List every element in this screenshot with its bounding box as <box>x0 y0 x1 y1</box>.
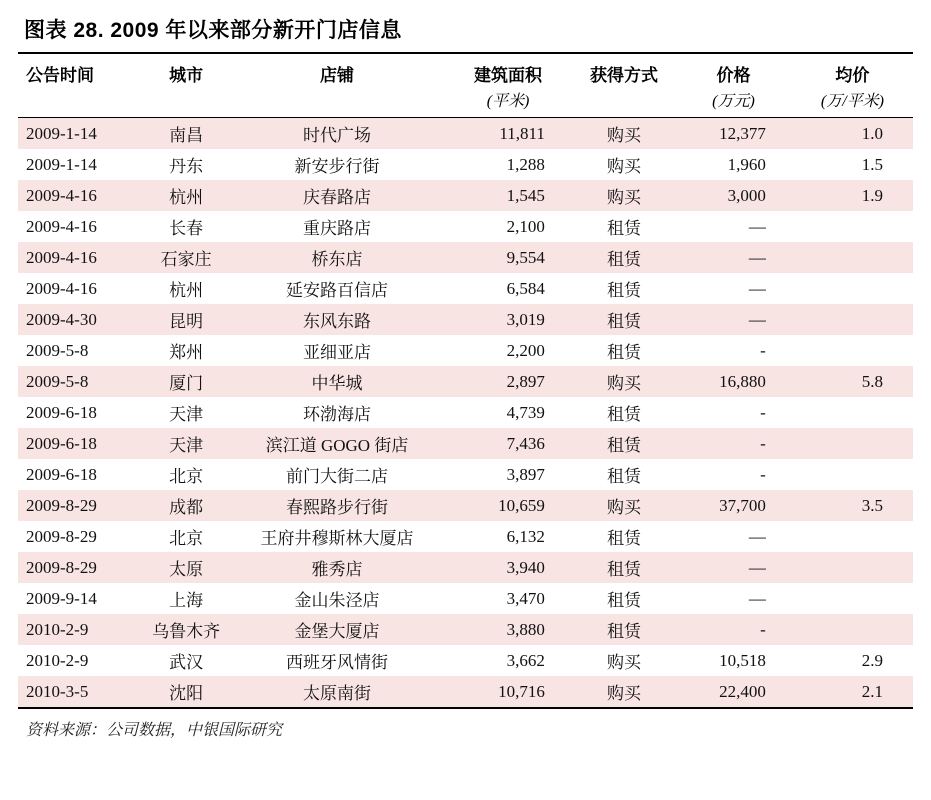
cell-area: 4,739 <box>506 402 545 422</box>
cell-date: 2009-5-8 <box>26 340 89 360</box>
cell-avg-price: 1.0 <box>792 118 913 150</box>
cell-city: 武汉 <box>169 653 204 672</box>
cell-city: 天津 <box>141 428 230 459</box>
cell-price: - <box>760 464 766 484</box>
cell-store: 环渤海店 <box>303 405 372 424</box>
cell-method: 租赁 <box>606 281 641 300</box>
column-header-price: 价格 <box>716 66 751 85</box>
cell-area: 11,811 <box>443 118 573 150</box>
cell-date: 2009-4-16 <box>26 216 97 236</box>
cell-date: 2010-2-9 <box>18 614 141 645</box>
cell-method: 租赁 <box>606 219 641 238</box>
table-row <box>18 521 913 552</box>
cell-price: - <box>760 402 766 422</box>
cell-method: 租赁 <box>606 343 641 362</box>
cell-date: 2009-6-18 <box>18 428 141 459</box>
table-row <box>18 273 913 304</box>
table-row <box>18 118 913 150</box>
cell-avg-price <box>792 304 913 335</box>
cell-store: 滨江道 GOGO 街店 <box>231 428 444 459</box>
table-row <box>18 645 913 676</box>
table-header-row <box>18 53 913 88</box>
table-row <box>18 552 913 583</box>
cell-avg-price <box>792 242 913 273</box>
cell-method: 购买 <box>573 118 675 150</box>
table-row <box>18 242 913 273</box>
table-header <box>18 53 913 118</box>
cell-avg-price <box>792 428 913 459</box>
table-row <box>18 428 913 459</box>
cell-avg-price <box>792 459 913 490</box>
cell-area: 2,897 <box>443 366 573 397</box>
cell-city: 杭州 <box>141 180 230 211</box>
cell-date: 2009-8-29 <box>18 552 141 583</box>
cell-area: 2,100 <box>506 216 545 236</box>
cell-date: 2009-4-16 <box>18 242 141 273</box>
table-row <box>18 149 913 180</box>
cell-date: 2010-3-5 <box>18 676 141 708</box>
cell-price: — <box>748 526 766 546</box>
cell-area: 2,200 <box>506 340 545 360</box>
table-row <box>18 335 913 366</box>
cell-area: 10,716 <box>443 676 573 708</box>
cell-area: 1,288 <box>506 154 545 174</box>
cell-price: - <box>675 428 792 459</box>
table-row <box>18 366 913 397</box>
cell-store: 新安步行街 <box>294 157 380 176</box>
cell-date: 2009-1-14 <box>26 154 97 174</box>
cell-price: - <box>760 340 766 360</box>
cell-avg-price <box>792 583 913 614</box>
cell-method: 租赁 <box>573 614 675 645</box>
cell-avg-price: 1.5 <box>861 154 883 174</box>
cell-avg-price <box>792 273 913 304</box>
table-row <box>18 583 913 614</box>
cell-city: 太原 <box>141 552 230 583</box>
cell-date: 2009-6-18 <box>26 464 97 484</box>
cell-method: 购买 <box>606 653 641 672</box>
cell-store: 前门大街二店 <box>286 467 389 486</box>
table-row <box>18 180 913 211</box>
cell-area: 9,554 <box>443 242 573 273</box>
cell-method: 购买 <box>573 180 675 211</box>
source-note: 资料来源：公司数据，中银国际研究 <box>26 722 283 739</box>
cell-city: 石家庄 <box>141 242 230 273</box>
cell-price: 1,960 <box>727 154 766 174</box>
cell-method: 购买 <box>573 490 675 521</box>
cell-avg-price <box>792 397 913 428</box>
cell-price: 22,400 <box>675 676 792 708</box>
column-header-avg-price: 均价 <box>835 66 870 85</box>
cell-area: 6,132 <box>506 526 545 546</box>
cell-store: 时代广场 <box>231 118 444 150</box>
cell-store: 春熙路步行街 <box>231 490 444 521</box>
new-stores-table <box>18 52 913 709</box>
cell-store: 金山朱泾店 <box>294 591 380 610</box>
unit-method <box>573 88 675 118</box>
column-header-date: 公告时间 <box>26 66 94 85</box>
cell-city: 丹东 <box>169 157 204 176</box>
cell-store: 亚细亚店 <box>303 343 372 362</box>
column-header-method: 获得方式 <box>589 66 658 85</box>
cell-city: 昆明 <box>141 304 230 335</box>
unit-date <box>18 88 141 118</box>
cell-store: 延安路百信店 <box>286 281 389 300</box>
column-header-city: 城市 <box>169 66 204 85</box>
table-row <box>18 676 913 708</box>
cell-avg-price: 1.9 <box>792 180 913 211</box>
cell-avg-price: 2.9 <box>861 650 883 670</box>
table-row <box>18 304 913 335</box>
cell-avg-price: 2.1 <box>792 676 913 708</box>
unit-city <box>141 88 230 118</box>
cell-avg-price <box>792 552 913 583</box>
cell-date: 2009-9-14 <box>26 588 97 608</box>
cell-price: — <box>675 242 792 273</box>
cell-store: 中华城 <box>231 366 444 397</box>
cell-area: 7,436 <box>443 428 573 459</box>
cell-method: 租赁 <box>573 242 675 273</box>
cell-price: 37,700 <box>675 490 792 521</box>
column-header-store: 店铺 <box>320 66 355 85</box>
table-row <box>18 397 913 428</box>
table-row <box>18 459 913 490</box>
cell-method: 租赁 <box>573 428 675 459</box>
table-unit-row <box>18 88 913 118</box>
cell-method: 租赁 <box>606 591 641 610</box>
cell-price: 10,518 <box>719 650 766 670</box>
cell-city: 乌鲁木齐 <box>141 614 230 645</box>
cell-method: 租赁 <box>606 529 641 548</box>
table-body <box>18 118 913 709</box>
cell-area: 3,019 <box>443 304 573 335</box>
cell-price: — <box>748 216 766 236</box>
cell-method: 购买 <box>573 366 675 397</box>
cell-date: 2009-4-16 <box>26 278 97 298</box>
cell-store: 金堡大厦店 <box>231 614 444 645</box>
cell-area: 1,545 <box>443 180 573 211</box>
cell-method: 购买 <box>606 157 641 176</box>
cell-city: 天津 <box>169 405 204 424</box>
cell-price: — <box>748 278 766 298</box>
cell-area: 3,897 <box>506 464 545 484</box>
cell-city: 长春 <box>169 219 204 238</box>
cell-city: 上海 <box>169 591 204 610</box>
table-row <box>18 211 913 242</box>
unit-avg-price: (万/平米) <box>820 93 884 110</box>
cell-city: 南昌 <box>141 118 230 150</box>
cell-store: 雅秀店 <box>231 552 444 583</box>
cell-date: 2009-6-18 <box>26 402 97 422</box>
cell-store: 太原南街 <box>231 676 444 708</box>
cell-method: 租赁 <box>573 304 675 335</box>
cell-store: 西班牙风情街 <box>286 653 389 672</box>
cell-avg-price: 3.5 <box>792 490 913 521</box>
cell-area: 3,940 <box>443 552 573 583</box>
cell-date: 2009-8-29 <box>18 490 141 521</box>
cell-avg-price: 5.8 <box>792 366 913 397</box>
cell-avg-price <box>792 335 913 366</box>
page-title: 图表 28. 2009 年以来部分新开门店信息 <box>24 19 402 42</box>
cell-store: 东风东路 <box>231 304 444 335</box>
cell-area: 3,470 <box>506 588 545 608</box>
table-row <box>18 614 913 645</box>
cell-store: 王府井穆斯林大厦店 <box>260 529 414 548</box>
table-row <box>18 490 913 521</box>
cell-date: 2009-4-30 <box>18 304 141 335</box>
cell-method: 租赁 <box>606 467 641 486</box>
cell-city: 杭州 <box>169 281 204 300</box>
cell-city: 成都 <box>141 490 230 521</box>
cell-store: 重庆路店 <box>303 219 372 238</box>
cell-price: - <box>675 614 792 645</box>
unit-price: (万元) <box>712 93 755 110</box>
cell-method: 购买 <box>573 676 675 708</box>
cell-city: 郑州 <box>169 343 204 362</box>
cell-area: 3,880 <box>443 614 573 645</box>
cell-date: 2009-1-14 <box>18 118 141 150</box>
column-header-area: 建筑面积 <box>474 66 543 85</box>
cell-date: 2009-4-16 <box>18 180 141 211</box>
cell-avg-price <box>792 521 913 552</box>
cell-area: 10,659 <box>443 490 573 521</box>
cell-area: 6,584 <box>506 278 545 298</box>
cell-avg-price <box>792 211 913 242</box>
unit-store <box>231 88 444 118</box>
cell-area: 3,662 <box>506 650 545 670</box>
cell-store: 庆春路店 <box>231 180 444 211</box>
cell-date: 2010-2-9 <box>26 650 89 670</box>
cell-price: 12,377 <box>675 118 792 150</box>
cell-city: 北京 <box>169 529 204 548</box>
cell-avg-price <box>792 614 913 645</box>
cell-date: 2009-5-8 <box>18 366 141 397</box>
cell-price: — <box>675 304 792 335</box>
cell-method: 租赁 <box>606 405 641 424</box>
cell-city: 沈阳 <box>141 676 230 708</box>
cell-price: 16,880 <box>675 366 792 397</box>
cell-price: — <box>675 552 792 583</box>
cell-city: 北京 <box>169 467 204 486</box>
cell-price: 3,000 <box>675 180 792 211</box>
cell-price: — <box>748 588 766 608</box>
unit-area: (平米) <box>486 93 530 110</box>
cell-store: 桥东店 <box>231 242 444 273</box>
cell-method: 租赁 <box>573 552 675 583</box>
cell-city: 厦门 <box>141 366 230 397</box>
cell-date: 2009-8-29 <box>26 526 97 546</box>
